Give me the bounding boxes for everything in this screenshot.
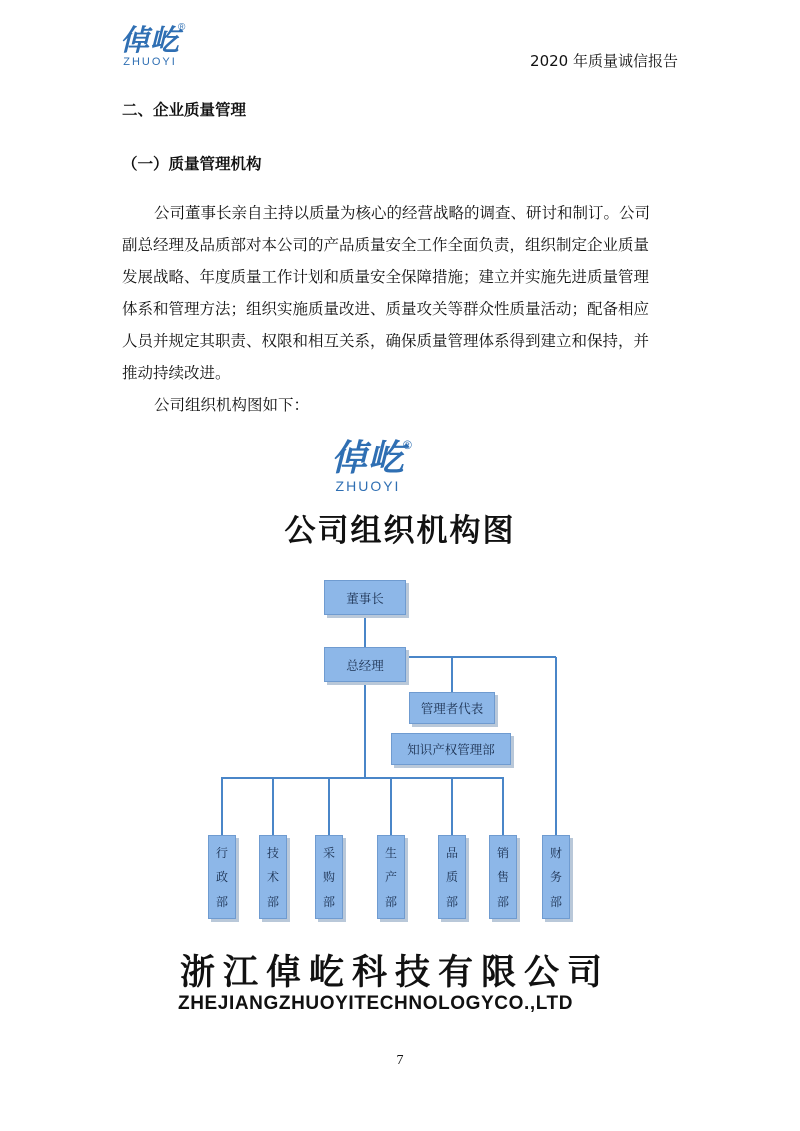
dept-char: 部 xyxy=(322,895,335,910)
paragraph-line: 推动持续改进。 xyxy=(122,364,231,382)
dept-char: 术 xyxy=(266,870,279,885)
dept-finance-box xyxy=(542,835,570,919)
connector-dept xyxy=(328,777,330,835)
dept-char: 产 xyxy=(384,870,397,885)
dept-admin-box xyxy=(208,835,236,919)
connector-dept-bus xyxy=(221,777,504,779)
header-logo-cn: 倬屹 xyxy=(119,23,180,57)
chairman-box: 董事长 xyxy=(324,580,406,615)
connector-dept xyxy=(502,777,504,835)
dept-char: 部 xyxy=(445,895,458,910)
dept-char: 部 xyxy=(384,895,397,910)
dept-char: 政 xyxy=(215,870,228,885)
connector-dept xyxy=(272,777,274,835)
paragraph-line: 体系和管理方法；组织实施质量改进、质量攻关等群众性质量活动；配备相应 xyxy=(122,300,650,318)
dept-tech-box xyxy=(259,835,287,919)
dept-char: 部 xyxy=(215,895,228,910)
dept-char: 品 xyxy=(445,845,458,860)
company-name-en: ZHEJIANGZHUOYITECHNOLOGYCO.,LTD xyxy=(178,993,574,1014)
subsection-heading: （一）质量管理机构 xyxy=(122,155,262,173)
paragraph-line: 人员并规定其职责、权限和相互关系，确保质量管理体系得到建立和保持，并 xyxy=(122,332,650,350)
connector-gm-trunk xyxy=(364,680,366,778)
dept-char: 采 xyxy=(322,845,335,860)
dept-char: 售 xyxy=(496,870,509,885)
chart-intro: 公司组织机构图如下： xyxy=(154,396,310,414)
chart-logo-registered: ® xyxy=(403,438,412,452)
connector-chairman-gm xyxy=(364,614,366,648)
dept-char: 财 xyxy=(549,845,562,860)
dept-production-box xyxy=(377,835,405,919)
header-logo-en: ZHUOYI xyxy=(123,56,177,68)
org-chart-title: 公司组织机构图 xyxy=(284,513,516,549)
dept-char: 务 xyxy=(549,870,562,885)
header-logo-registered: ® xyxy=(178,22,186,33)
dept-quality-box xyxy=(438,835,466,919)
company-name-cn: 浙江倬屹科技有限公司 xyxy=(180,953,611,993)
dept-char: 技 xyxy=(266,845,279,860)
management-rep-box: 管理者代表 xyxy=(409,692,495,724)
paragraph-line: 副总经理及品质部对本公司的产品质量安全工作全面负责，组织制定企业质量 xyxy=(122,236,650,254)
dept-char: 销 xyxy=(496,845,509,860)
connector-dept xyxy=(221,777,223,835)
dept-purchasing-box xyxy=(315,835,343,919)
general-manager-box: 总经理 xyxy=(324,647,406,682)
dept-char: 质 xyxy=(445,870,458,885)
dept-sales-box xyxy=(489,835,517,919)
connector-gm-right xyxy=(403,656,556,658)
chart-logo-en: ZHUOYI xyxy=(335,478,401,494)
dept-char: 行 xyxy=(215,845,228,860)
dept-char: 购 xyxy=(322,870,335,885)
page-number: 7 xyxy=(396,1053,404,1068)
connector-dept xyxy=(390,777,392,835)
dept-char: 部 xyxy=(549,895,562,910)
connector-to-rep xyxy=(451,657,453,693)
connector-dept xyxy=(451,777,453,835)
ip-dept-box: 知识产权管理部 xyxy=(391,733,511,765)
dept-char: 部 xyxy=(266,895,279,910)
chart-logo-cn: 倬屹 xyxy=(330,437,405,479)
report-title: 2020 年质量诚信报告 xyxy=(530,52,678,70)
body-paragraph xyxy=(122,197,682,421)
paragraph-line: 发展战略、年度质量工作计划和质量安全保障措施；建立并实施先进质量管理 xyxy=(122,268,650,286)
dept-char: 部 xyxy=(496,895,509,910)
dept-char: 生 xyxy=(384,845,397,860)
connector-to-finance xyxy=(555,657,557,837)
section-heading: 二、企业质量管理 xyxy=(122,101,247,119)
paragraph-line: 公司董事长亲自主持以质量为核心的经营战略的调查、研讨和制订。公司 xyxy=(154,204,651,222)
